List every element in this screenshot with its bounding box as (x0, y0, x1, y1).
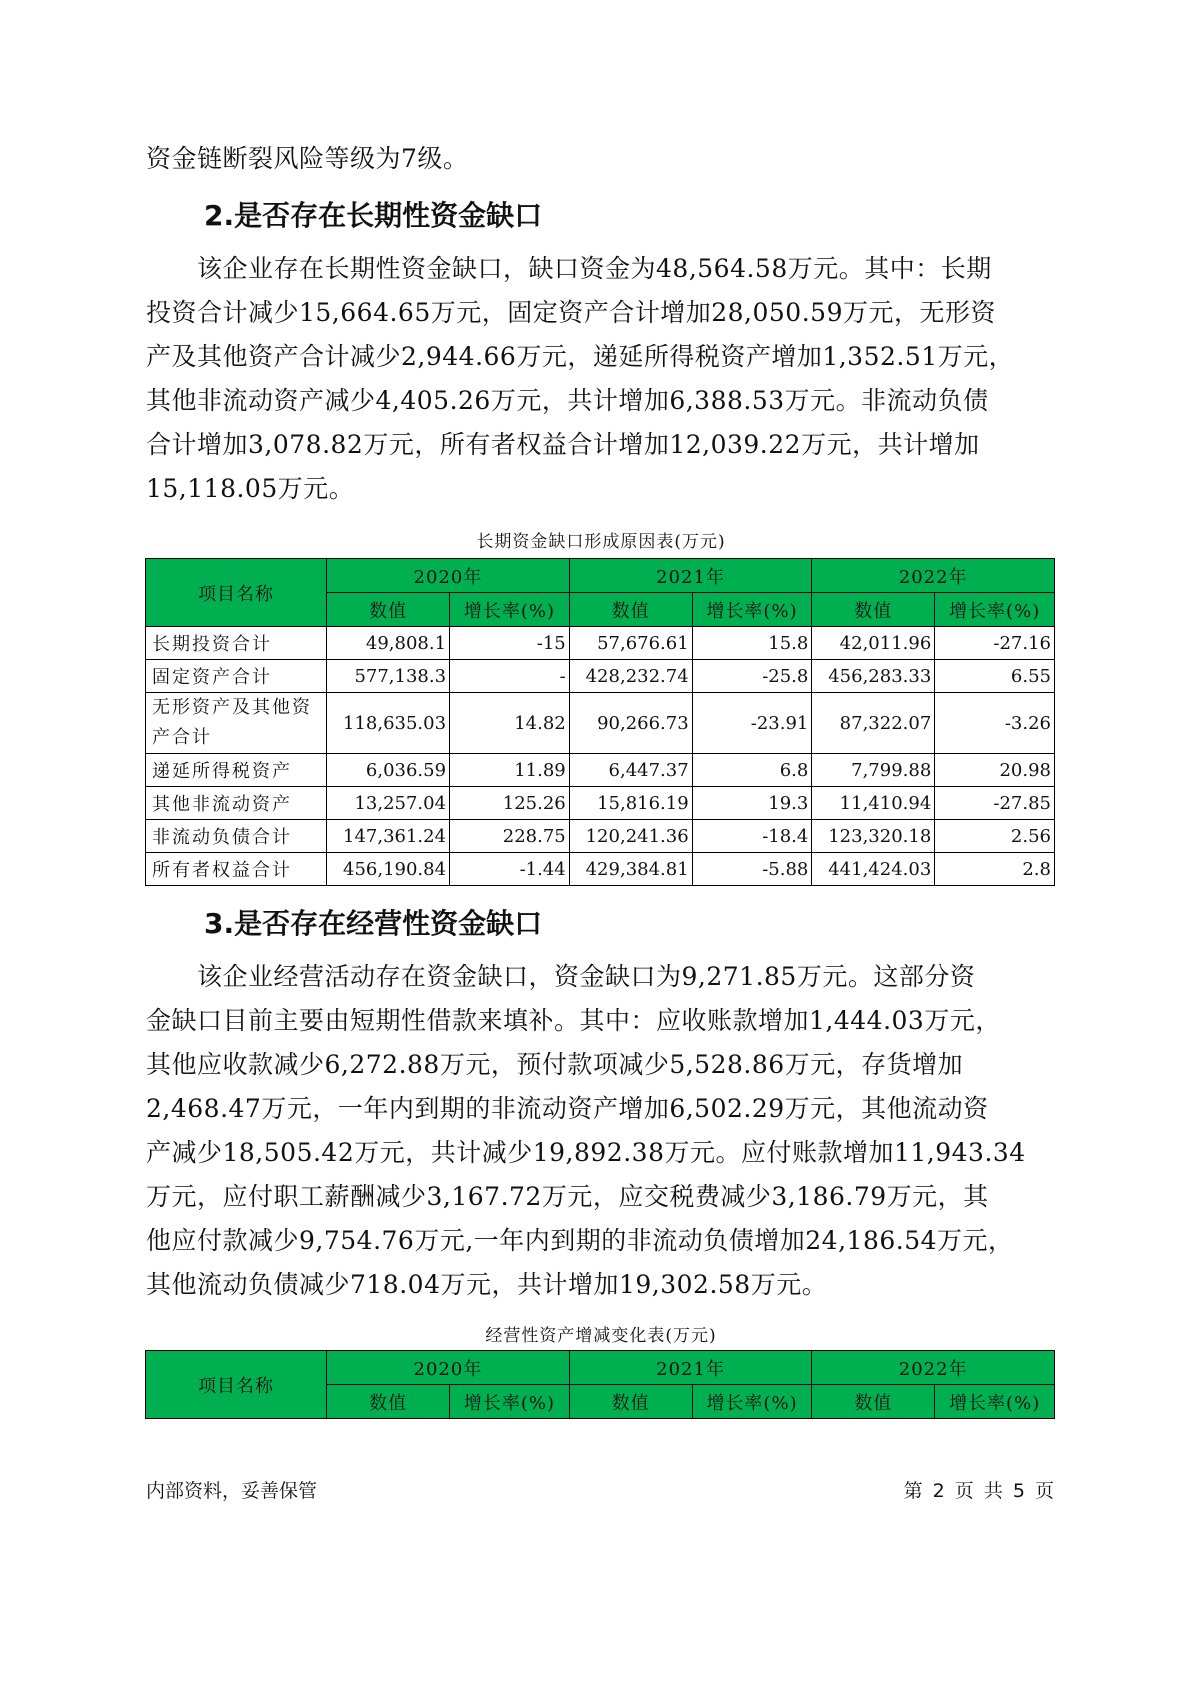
table-row (146, 853, 1055, 886)
section-3-paragraph (146, 955, 1056, 1307)
value-cell: 147,361.24 (327, 820, 450, 853)
value-cell: 577,138.3 (327, 660, 450, 693)
table-row (146, 820, 1055, 853)
column-header-year: 2020年 (327, 559, 570, 593)
column-header-growth-rate: 增长率(%) (692, 593, 812, 627)
value-cell: 90,266.73 (569, 693, 692, 754)
table-caption: 经营性资产增减变化表(万元) (485, 1326, 717, 1346)
column-header-growth-rate: 增长率(%) (450, 1385, 570, 1419)
growth-rate-cell: 6.8 (692, 754, 812, 787)
value-cell: 87,322.07 (812, 693, 935, 754)
column-header-item-name: 项目名称 (146, 1351, 327, 1419)
value-cell: 7,799.88 (812, 754, 935, 787)
value-cell: 428,232.74 (569, 660, 692, 693)
table-row (146, 754, 1055, 787)
column-header-year: 2021年 (569, 1351, 812, 1385)
intro-paragraph (146, 137, 1056, 181)
section-2-paragraph (146, 247, 1056, 511)
growth-rate-cell: -23.91 (692, 693, 812, 754)
column-header-growth-rate: 增长率(%) (692, 1385, 812, 1419)
value-cell: 42,011.96 (812, 627, 935, 660)
column-header-value: 数值 (812, 593, 935, 627)
section-heading-2: 2.是否存在长期性资金缺口 (204, 199, 543, 232)
column-header-year: 2022年 (812, 559, 1055, 593)
value-cell: 11,410.94 (812, 787, 935, 820)
value-cell: 57,676.61 (569, 627, 692, 660)
growth-rate-cell: -1.44 (450, 853, 570, 886)
growth-rate-cell: -27.85 (935, 787, 1055, 820)
column-header-year: 2021年 (569, 559, 812, 593)
table-row (146, 660, 1055, 693)
growth-rate-cell: 14.82 (450, 693, 570, 754)
value-cell: 123,320.18 (812, 820, 935, 853)
row-item-name: 所有者权益合计 (146, 853, 327, 886)
column-header-value: 数值 (569, 593, 692, 627)
column-header-year: 2020年 (327, 1351, 570, 1385)
paragraph-line: 15,118.05万元。 (146, 474, 355, 503)
value-cell: 15,816.19 (569, 787, 692, 820)
footer-confidential-note: 内部资料，妥善保管 (146, 1480, 318, 1502)
long-term-gap-table (145, 558, 1055, 886)
row-item-name: 递延所得税资产 (146, 754, 327, 787)
growth-rate-cell: 20.98 (935, 754, 1055, 787)
growth-rate-cell: -27.16 (935, 627, 1055, 660)
row-item-name: 长期投资合计 (146, 627, 327, 660)
column-header-item-name: 项目名称 (146, 559, 327, 627)
value-cell: 456,283.33 (812, 660, 935, 693)
value-cell: 6,447.37 (569, 754, 692, 787)
row-item-name: 固定资产合计 (146, 660, 327, 693)
growth-rate-cell: -18.4 (692, 820, 812, 853)
section-heading-3: 3.是否存在经营性资金缺口 (204, 907, 543, 940)
column-header-growth-rate: 增长率(%) (450, 593, 570, 627)
paragraph-line: 该企业经营活动存在资金缺口，资金缺口为9,271.85万元。这部分资 (146, 962, 976, 991)
column-header-growth-rate: 增长率(%) (935, 1385, 1055, 1419)
growth-rate-cell: - (450, 660, 570, 693)
growth-rate-cell: 125.26 (450, 787, 570, 820)
table-row (146, 627, 1055, 660)
growth-rate-cell: 19.3 (692, 787, 812, 820)
column-header-value: 数值 (812, 1385, 935, 1419)
paragraph-line: 合计增加3,078.82万元，所有者权益合计增加12,039.22万元，共计增加 (146, 430, 980, 459)
paragraph-line: 产减少18,505.42万元，共计减少19,892.38万元。应付账款增加11,943.34 (146, 1138, 1026, 1167)
paragraph-line: 2,468.47万元，一年内到期的非流动资产增加6,502.29万元，其他流动资 (146, 1094, 989, 1123)
column-header-value: 数值 (327, 1385, 450, 1419)
table-caption: 长期资金缺口形成原因表(万元) (476, 532, 726, 552)
growth-rate-cell: -3.26 (935, 693, 1055, 754)
growth-rate-cell: 11.89 (450, 754, 570, 787)
value-cell: 13,257.04 (327, 787, 450, 820)
growth-rate-cell: -25.8 (692, 660, 812, 693)
column-header-value: 数值 (327, 593, 450, 627)
paragraph-line: 资金链断裂风险等级为7级。 (146, 144, 469, 173)
paragraph-line: 其他非流动资产减少4,405.26万元，共计增加6,388.53万元。非流动负债 (146, 386, 989, 415)
table-row (146, 787, 1055, 820)
paragraph-line: 产及其他资产合计减少2,944.66万元，递延所得税资产增加1,352.51万元， (146, 342, 1015, 371)
value-cell: 6,036.59 (327, 754, 450, 787)
growth-rate-cell: -15 (450, 627, 570, 660)
value-cell: 120,241.36 (569, 820, 692, 853)
column-header-growth-rate: 增长率(%) (935, 593, 1055, 627)
value-cell: 429,384.81 (569, 853, 692, 886)
column-header-year: 2022年 (812, 1351, 1055, 1385)
value-cell: 49,808.1 (327, 627, 450, 660)
operating-assets-table (145, 1350, 1055, 1419)
value-cell: 441,424.03 (812, 853, 935, 886)
paragraph-line: 其他应收款减少6,272.88万元，预付款项减少5,528.86万元，存货增加 (146, 1050, 964, 1079)
column-header-value: 数值 (569, 1385, 692, 1419)
paragraph-line: 万元，应付职工薪酬减少3,167.72万元，应交税费减少3,186.79万元，其 (146, 1182, 989, 1211)
row-item-name: 非流动负债合计 (146, 820, 327, 853)
paragraph-line: 投资合计减少15,664.65万元，固定资产合计增加28,050.59万元，无形资 (146, 298, 996, 327)
growth-rate-cell: 6.55 (935, 660, 1055, 693)
growth-rate-cell: 2.56 (935, 820, 1055, 853)
row-item-name: 其他非流动资产 (146, 787, 327, 820)
paragraph-line: 其他流动负债减少718.04万元，共计增加19,302.58万元。 (146, 1270, 828, 1299)
paragraph-line: 他应付款减少9,754.76万元,一年内到期的非流动负债增加24,186.54万元， (146, 1226, 1014, 1255)
growth-rate-cell: -5.88 (692, 853, 812, 886)
value-cell: 118,635.03 (327, 693, 450, 754)
value-cell: 456,190.84 (327, 853, 450, 886)
footer-page-number: 第 2 页 共 5 页 (903, 1480, 1054, 1502)
table-row (146, 693, 1055, 754)
growth-rate-cell: 2.8 (935, 853, 1055, 886)
paragraph-line: 该企业存在长期性资金缺口，缺口资金为48,564.58万元。其中：长期 (146, 254, 992, 283)
row-item-name: 无形资产及其他资产合计 (146, 693, 327, 754)
growth-rate-cell: 15.8 (692, 627, 812, 660)
paragraph-line: 金缺口目前主要由短期性借款来填补。其中：应收账款增加1,444.03万元， (146, 1006, 1001, 1035)
growth-rate-cell: 228.75 (450, 820, 570, 853)
